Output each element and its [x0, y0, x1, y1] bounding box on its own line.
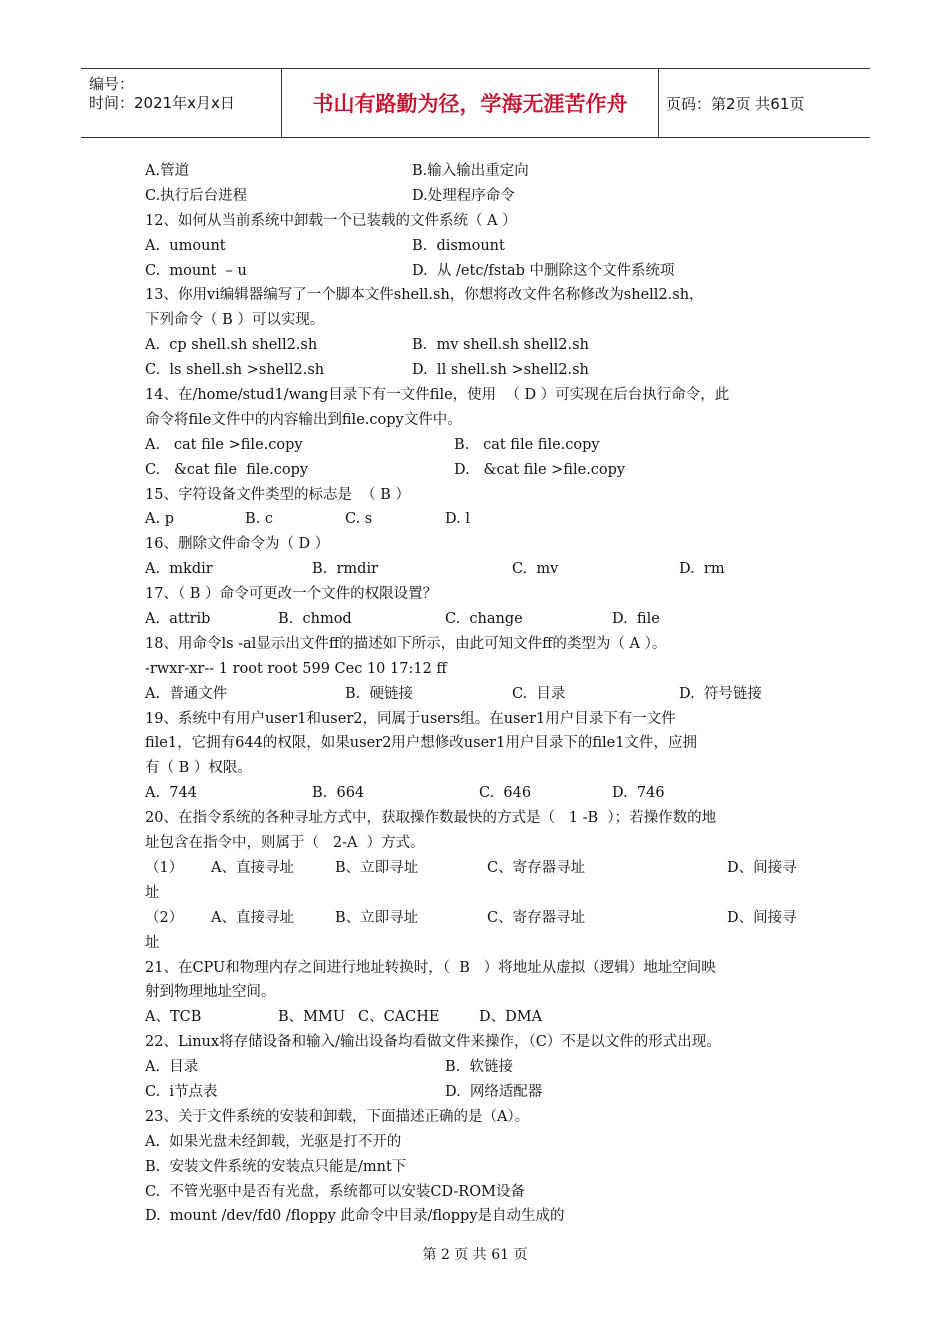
option-item: A、直接寻址: [211, 909, 294, 926]
text-line: 12、如何从当前系统中卸载一个已装载的文件系统（ A ）: [145, 212, 517, 229]
option-row: [145, 159, 815, 184]
option-item: C. ls shell.sh >shell2.sh: [145, 362, 325, 379]
text-line: 命令将file文件中的内容输出到file.copy文件中。: [145, 411, 462, 428]
option-item: A. cp shell.sh shell2.sh: [145, 337, 318, 354]
option-item: B、立即寻址: [335, 909, 419, 926]
option-item: C. change: [445, 611, 523, 628]
option-row: [145, 1005, 815, 1030]
option-row: [145, 682, 815, 707]
text-line: 18、用命令ls -al显示出文件ff的描述如下所示，由此可知文件ff的类型为（ A ）。: [145, 635, 667, 652]
option-item: （1）: [145, 859, 184, 876]
header-motto: 书山有路勤为径，学海无涯苦作舟: [282, 69, 659, 137]
text-line: 16、删除文件命令为（ D ）: [145, 536, 330, 553]
option-item: A. attrib: [145, 611, 211, 628]
option-item: D. 符号链接: [679, 685, 762, 702]
text-line: 23、关于文件系统的安装和卸载，下面描述正确的是（A）。: [145, 1108, 530, 1125]
text-line: 17、（ B ）命令可更改一个文件的权限设置？: [145, 586, 438, 603]
option-item: A、直接寻址: [211, 859, 294, 876]
option-item: A.管道: [145, 163, 190, 179]
option-item: D.处理程序命令: [412, 187, 515, 204]
header-page-info: 页码：第2页 共61页: [666, 94, 805, 113]
option-item: D. &cat file >file.copy: [454, 461, 626, 478]
option-item: B. rmdir: [312, 561, 379, 578]
page-header: [81, 68, 870, 138]
text-line: 址: [145, 934, 160, 951]
option-item: B、MMU: [278, 1009, 346, 1026]
option-item: A、TCB: [145, 1009, 202, 1026]
text-line: 15、字符设备文件类型的标志是 （ B ）: [145, 486, 411, 503]
text-line: 20、在指令系统的各种寻址方式中，获取操作数最快的方式是（ 1 -B ）；若操作数的地: [145, 810, 717, 827]
option-item: C. 目录: [512, 685, 566, 702]
option-item: A. mkdir: [145, 561, 213, 578]
option-item: D. 746: [612, 785, 665, 802]
text-line: B. 安装文件系统的安装点只能是/mnt下: [145, 1158, 407, 1175]
option-item: B. 664: [312, 785, 365, 802]
page-footer: 第 2 页 共 61 页: [422, 1247, 528, 1263]
option-row: [145, 607, 815, 632]
option-item: D. l: [445, 511, 470, 528]
option-row: [145, 1055, 815, 1080]
text-line: 址包含在指令中，则属于（ 2-A ）方式。: [145, 835, 425, 852]
text-line: 22、Linux将存储设备和输入/输出设备均看做文件来操作，（C）不是以文件的形式出现。: [145, 1034, 721, 1051]
option-item: B. dismount: [412, 237, 505, 254]
option-row: [145, 184, 815, 209]
option-item: （2）: [145, 909, 184, 926]
option-item: D、间接寻: [727, 859, 797, 876]
document-body: [145, 159, 815, 1229]
option-item: B. 软链接: [445, 1059, 513, 1076]
option-item: A. umount: [145, 237, 226, 254]
option-row: [145, 358, 815, 383]
option-item: D. 网络适配器: [445, 1083, 543, 1100]
option-item: C. &cat file file.copy: [145, 461, 309, 478]
text-line: 有（ B ）权限。: [145, 760, 252, 777]
text-line: 21、在CPU和物理内存之间进行地址转换时，（ B ）将地址从虚拟（逻辑）地址空间映: [145, 959, 716, 976]
option-row: [145, 259, 815, 284]
header-meta: [81, 69, 282, 137]
text-line: 址: [145, 884, 160, 901]
option-row: [145, 333, 815, 358]
option-row: [145, 906, 815, 931]
option-item: C.执行后台进程: [145, 187, 248, 204]
option-item: A. 744: [145, 785, 197, 802]
option-row: [145, 234, 815, 259]
text-line: 射到物理地址空间。: [145, 984, 276, 1001]
option-item: D. ll shell.sh >shell2.sh: [412, 362, 589, 379]
option-item: B、立即寻址: [335, 859, 419, 876]
date-label: 时间：2021年x月x日: [89, 94, 235, 112]
option-item: B. mv shell.sh shell2.sh: [412, 337, 589, 354]
option-item: C、CACHE: [358, 1009, 440, 1026]
option-row: [145, 856, 815, 881]
option-item: B. chmod: [278, 611, 352, 628]
text-line: D. mount /dev/fd0 /floppy 此命令中目录/floppy是自动生成的: [145, 1208, 565, 1225]
text-line: 13、你用vi编辑器编写了一个脚本文件shell.sh，你想将改文件名称修改为shell2.sh，: [145, 287, 704, 304]
option-item: C. 646: [479, 785, 532, 802]
option-item: D. 从 /etc/fstab 中删除这个文件系统项: [412, 262, 675, 279]
option-item: D. rm: [679, 561, 725, 578]
option-item: B. c: [245, 511, 273, 528]
option-item: B. cat file file.copy: [454, 436, 600, 453]
text-line: 19、系统中有用户user1和user2，同属于users组。在user1用户目录下有一文件: [145, 710, 676, 727]
option-item: A. cat file >file.copy: [145, 436, 303, 453]
option-item: A. 目录: [145, 1059, 199, 1076]
text-line: file1，它拥有644的权限，如果user2用户想修改user1用户目录下的file1文件，应拥: [145, 735, 697, 752]
option-row: [145, 433, 815, 458]
text-line: 14、在/home/stud1/wang目录下有一文件file，使用 （ D ）可实现在后台执行命令，此: [145, 387, 730, 404]
option-item: D、间接寻: [727, 909, 797, 926]
option-item: C. mount – u: [145, 262, 247, 279]
option-row: [145, 557, 815, 582]
option-item: A. 普通文件: [145, 685, 228, 702]
text-line: 下列命令（ B ）可以实现。: [145, 312, 325, 329]
text-line: -rwxr-xr-- 1 root root 599 Cec 10 17:12 ff: [145, 660, 447, 677]
option-row: [145, 507, 815, 532]
text-line: A. 如果光盘未经卸载，光驱是打不开的: [145, 1133, 402, 1150]
number-label: 编号：: [89, 75, 135, 93]
option-item: C. i节点表: [145, 1083, 218, 1100]
option-item: B. 硬链接: [345, 685, 413, 702]
option-item: C、寄存器寻址: [487, 859, 586, 876]
option-item: D、DMA: [479, 1009, 543, 1026]
option-item: B.输入输出重定向: [412, 163, 529, 179]
option-item: D. file: [612, 611, 660, 628]
option-item: C. s: [345, 511, 373, 528]
option-item: C. mv: [512, 561, 559, 578]
option-row: [145, 1080, 815, 1105]
option-item: A. p: [145, 511, 174, 528]
option-item: C、寄存器寻址: [487, 909, 586, 926]
text-line: C. 不管光驱中是否有光盘，系统都可以安装CD-ROM设备: [145, 1183, 525, 1200]
option-row: [145, 781, 815, 806]
option-row: [145, 458, 815, 483]
